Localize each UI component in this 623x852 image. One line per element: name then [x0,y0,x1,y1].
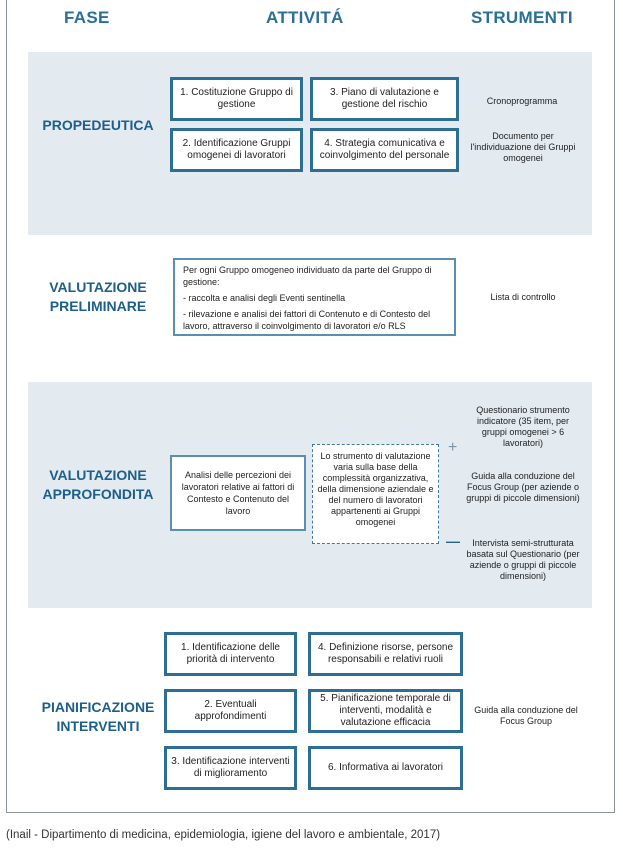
pianificazione-activity-2: 2. Eventuali approfondimenti [164,689,297,733]
preliminare-item-1: - raccolta e analisi degli Eventi sentinella [183,293,346,303]
preliminare-tool: Lista di controllo [490,292,556,302]
header-fase: FASE [64,8,110,27]
phase-propedeutica: PROPEDEUTICA [42,117,154,133]
source-caption: (Inail - Dipartimento di medicina, epidemiologia, igiene del lavoro e ambientale, 2017) [6,829,441,841]
header-strumenti: STRUMENTI [471,8,573,27]
preliminare-item-2: - rilevazione e analisi dei fattori di Contenuto e di Contesto del lavoro, attraverso il coinvolgimento di lavoratori e/o RLS [183,309,431,331]
phase-approfondita-line2: APPROFONDITA [42,486,154,502]
header-attivita: ATTIVITÁ [266,8,344,27]
preliminare-activity-box [173,258,456,336]
phase-pianificazione-line2: INTERVENTI [56,718,140,734]
approfondita-tool-2: Guida alla conduzione del Focus Group (per aziende o gruppi di piccole dimensioni) [466,471,580,503]
phase-preliminare-line2: PRELIMINARE [49,298,147,314]
propedeutica-tool-2: Documento per l'individuazione dei Gruppi omogenei [470,131,576,163]
propedeutica-tool-1: Cronoprogramma [486,96,558,106]
approfondita-strumento-box: Lo strumento di valutazione varia sulla base della complessità organizzativa, della dimensione aziendale e del numero di lavoratori appartenenti ai Gruppi omogenei [312,444,439,544]
propedeutica-activity-3: 3. Piano di valutazione e gestione del rischio [310,77,459,121]
plus-sign: + [448,439,458,456]
approfondita-analisi-box: Analisi delle percezioni dei lavoratori relative ai fattori di Contesto e Contenuto del lavoro [170,455,306,531]
pianificazione-activity-1: 1. Identificazione delle priorità di intervento [164,632,297,676]
pianificazione-tool: Guida alla conduzione del Focus Group [474,705,578,726]
minus-sign: — [446,533,460,549]
pianificazione-activity-3: 3. Identificazione interventi di miglioramento [164,746,297,790]
preliminare-intro: Per ogni Gruppo omogeneo individuato da parte del Gruppo di gestione: [183,265,432,287]
phase-pianificazione-line1: PIANIFICAZIONE [41,699,155,715]
approfondita-tool-3: Intervista semi-strutturata basata sul Questionario (per aziende o gruppi di piccole dimensioni) [466,538,580,581]
propedeutica-activity-1: 1. Costituzione Gruppo di gestione [170,77,303,121]
phase-pianificazione [36,698,160,736]
pianificazione-activity-6: 6. Informativa ai lavoratori [308,746,463,790]
propedeutica-activity-4: 4. Strategia comunicativa e coinvolgimento del personale [310,128,459,172]
pianificazione-activity-5: 5. Pianificazione temporale di interventi, modalità e valutazione efficacia [308,689,463,733]
approfondita-tool-1: Questionario strumento indicatore (35 item, per gruppi omogenei > 6 lavoratori) [476,405,570,448]
phase-approfondita [36,466,160,504]
phase-approfondita-line1: VALUTAZIONE [49,467,147,483]
propedeutica-activity-2: 2. Identificazione Gruppi omogenei di lavoratori [170,128,303,172]
pianificazione-activity-4: 4. Definizione risorse, persone responsabili e relativi ruoli [308,632,463,676]
phase-preliminare-line1: VALUTAZIONE [49,279,147,295]
phase-preliminare [36,278,160,316]
